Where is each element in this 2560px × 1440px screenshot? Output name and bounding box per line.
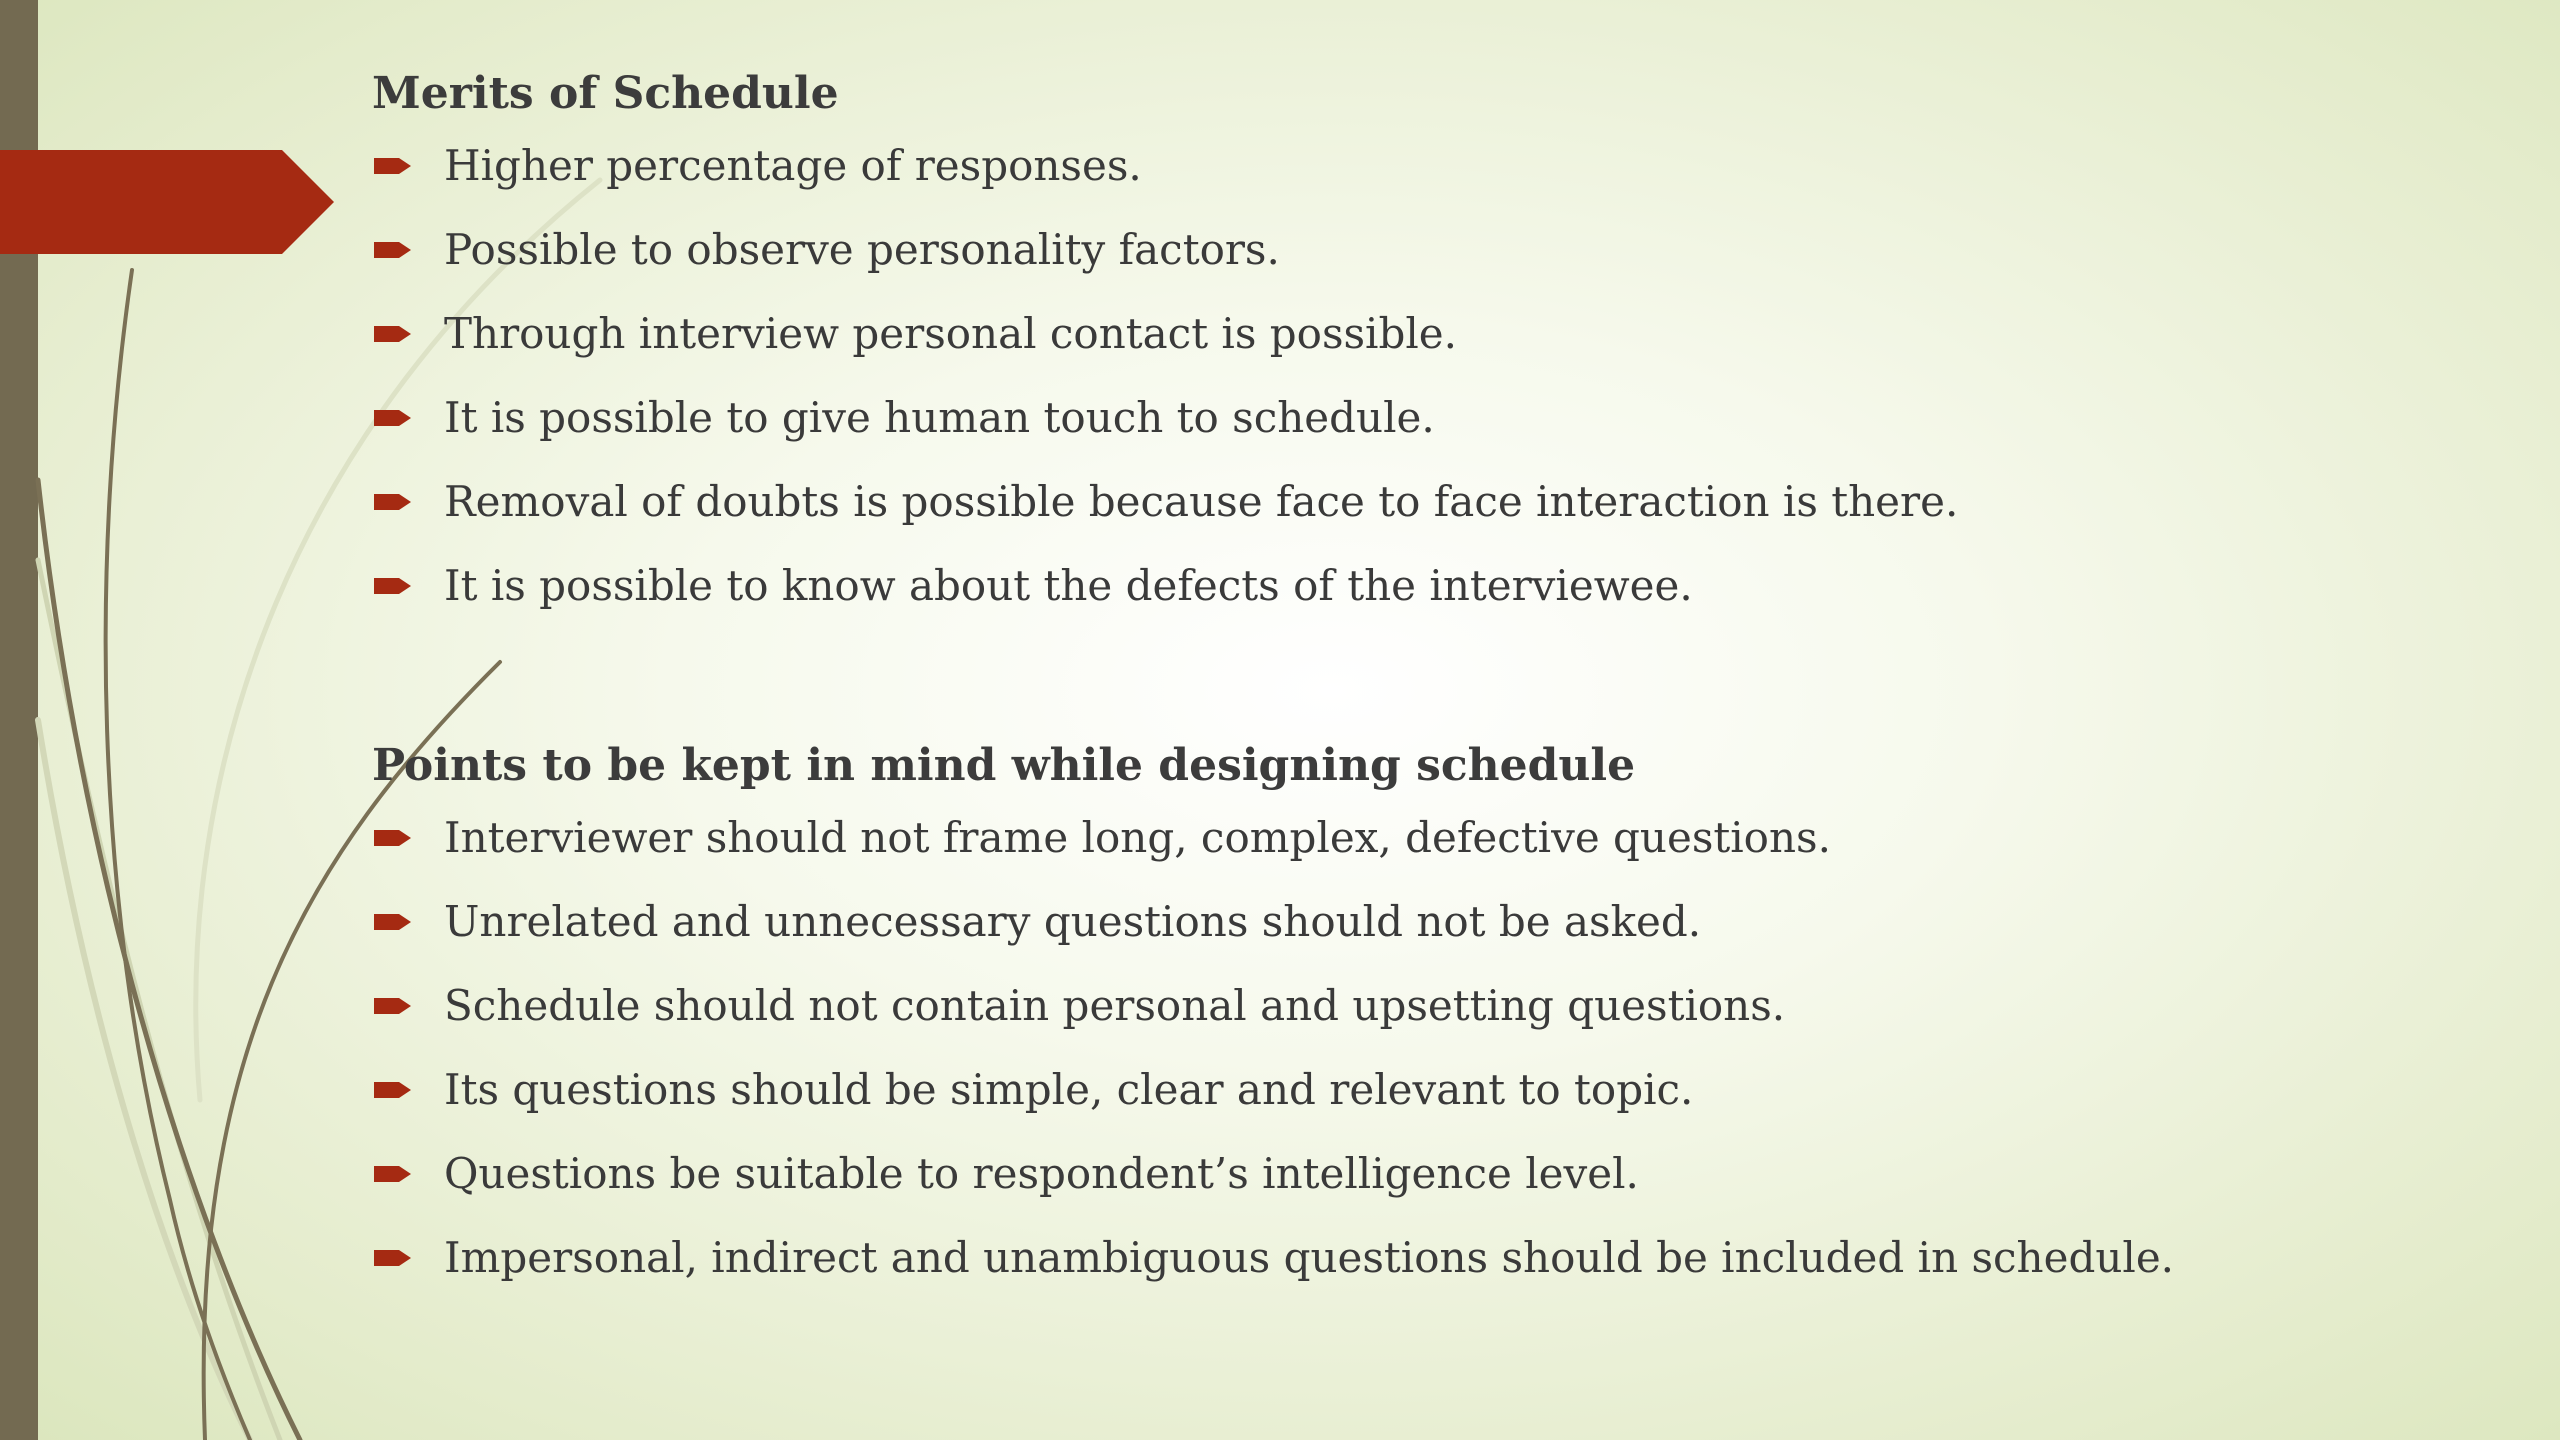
list-item (372, 460, 2472, 544)
list-item (372, 1132, 2472, 1216)
list-item (372, 880, 2472, 964)
list-item (372, 376, 2472, 460)
bullet-list-merits (372, 124, 2472, 628)
list-item-text: Through interview personal contact is possible. (444, 309, 1458, 358)
arrow-bullet-icon (374, 576, 412, 596)
list-item (372, 208, 2472, 292)
list-item-text: Higher percentage of responses. (444, 141, 1142, 190)
list-item (372, 124, 2472, 208)
section-heading-merits: Merits of Schedule (372, 68, 839, 119)
list-item-text: It is possible to know about the defects of the interviewee. (444, 561, 1693, 610)
section-design-points (372, 736, 2472, 1300)
arrow-bullet-icon (374, 324, 412, 344)
list-item-text: Impersonal, indirect and unambiguous questions should be included in schedule. (444, 1233, 2175, 1282)
list-item-text: Questions be suitable to respondent’s intelligence level. (444, 1149, 1639, 1198)
arrow-bullet-icon (374, 912, 412, 932)
list-item-text: Schedule should not contain personal and upsetting questions. (444, 981, 1786, 1030)
list-item-text: Possible to observe personality factors. (444, 225, 1280, 274)
arrow-bullet-icon (374, 156, 412, 176)
list-item (372, 796, 2472, 880)
decor-curve-1 (38, 480, 300, 1440)
arrow-bullet-icon (374, 1248, 412, 1268)
section-merits (372, 64, 2472, 628)
list-item (372, 544, 2472, 628)
list-item (372, 964, 2472, 1048)
list-item-text: It is possible to give human touch to schedule. (444, 393, 1435, 442)
list-item-text: Its questions should be simple, clear and relevant to topic. (444, 1065, 1694, 1114)
list-item-text: Removal of doubts is possible because face to face interaction is there. (444, 477, 1959, 526)
arrow-bullet-icon (374, 1080, 412, 1100)
list-item (372, 1216, 2472, 1300)
list-item-text: Unrelated and unnecessary questions should not be asked. (444, 897, 1702, 946)
list-item-text: Interviewer should not frame long, complex, defective questions. (444, 813, 1831, 862)
slide-content (372, 64, 2472, 1300)
arrow-bullet-icon (374, 492, 412, 512)
title-accent-arrow (0, 150, 334, 254)
list-item (372, 292, 2472, 376)
arrow-bullet-icon (374, 408, 412, 428)
bullet-list-design-points (372, 796, 2472, 1300)
section-heading-design-points: Points to be kept in mind while designing schedule (372, 740, 1636, 791)
arrow-bullet-icon (374, 240, 412, 260)
section-spacer (372, 628, 2472, 736)
arrow-bullet-icon (374, 1164, 412, 1184)
arrow-bullet-icon (374, 828, 412, 848)
arrow-bullet-icon (374, 996, 412, 1016)
list-item (372, 1048, 2472, 1132)
